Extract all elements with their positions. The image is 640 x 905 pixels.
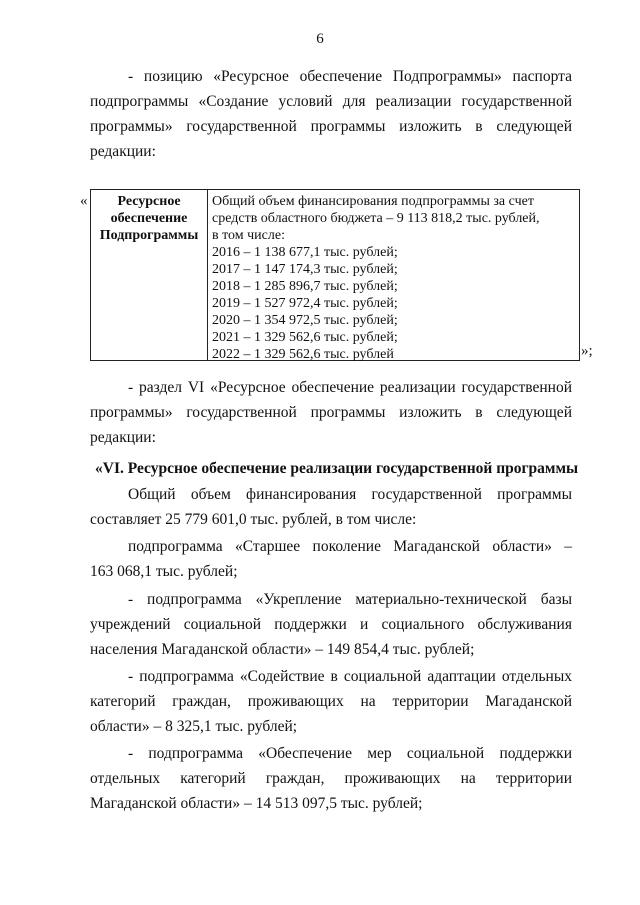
text-line: программы» государственной программы изложить в следующей bbox=[90, 118, 572, 135]
text-line: - раздел VI «Ресурсное обеспечение реализации государственной bbox=[128, 379, 572, 396]
table-value-cell bbox=[212, 193, 578, 363]
paragraph-total-funding bbox=[90, 482, 572, 532]
table-label-line: Ресурсное bbox=[117, 194, 181, 209]
paragraph-subprogram-social-support bbox=[90, 741, 572, 816]
table-value-line: 2017 – 1 147 174,3 тыс. рублей; bbox=[212, 262, 398, 277]
text-line: области» – 8 325,1 тыс. рублей; bbox=[90, 718, 298, 735]
resource-table bbox=[90, 189, 580, 361]
table-value-line: в том числе: bbox=[212, 228, 285, 243]
text-line: - подпрограмма «Укрепление материально-технической базы bbox=[128, 591, 572, 608]
text-line: редакции: bbox=[90, 429, 156, 446]
text-line: редакции: bbox=[90, 143, 156, 160]
text-line: 163 068,1 тыс. рублей; bbox=[90, 563, 238, 580]
table-value-line: 2021 – 1 329 562,6 тыс. рублей; bbox=[212, 330, 398, 345]
table-close-quote: »; bbox=[581, 343, 593, 359]
table-value-line: 2022 – 1 329 562,6 тыс. рублей bbox=[212, 347, 394, 362]
text-line: населения Магаданской области» – 149 854,4 тыс. рублей; bbox=[90, 641, 475, 658]
section-heading: «VI. Ресурсное обеспечение реализации государственной программы bbox=[95, 460, 579, 477]
text-line: - подпрограмма «Содействие в социальной адаптации отдельных bbox=[128, 668, 572, 685]
text-line: Магаданской области» – 14 513 097,5 тыс. рублей; bbox=[90, 795, 423, 812]
paragraph-subprogram-older bbox=[90, 534, 572, 584]
table-value-line: 2019 – 1 527 972,4 тыс. рублей; bbox=[212, 296, 398, 311]
text-line: программы» государственной программы изложить в следующей bbox=[90, 404, 572, 421]
table-label-line: Подпрограммы bbox=[99, 228, 199, 243]
table-label-cell bbox=[91, 190, 208, 360]
text-line: подпрограммы «Создание условий для реализации государственной bbox=[90, 93, 572, 110]
table-label-line: обеспечение bbox=[110, 211, 188, 226]
paragraph-resource-position bbox=[90, 64, 572, 164]
text-line: - позицию «Ресурсное обеспечение Подпрограммы» паспорта bbox=[128, 68, 572, 85]
text-line: составляет 25 779 601,0 тыс. рублей, в том числе: bbox=[90, 511, 417, 528]
text-line: подпрограмма «Старшее поколение Магаданской области» – bbox=[128, 538, 572, 555]
text-line: отдельных категорий граждан, проживающих на территории bbox=[90, 770, 572, 787]
paragraph-subprogram-material-base bbox=[90, 587, 572, 662]
page-number: 6 bbox=[316, 31, 324, 47]
table-value-line: Общий объем финансирования подпрограммы за счет bbox=[212, 194, 534, 209]
table-value-line: 2016 – 1 138 677,1 тыс. рублей; bbox=[212, 245, 398, 260]
table-value-line: средств областного бюджета – 9 113 818,2 тыс. рублей, bbox=[212, 211, 540, 226]
table-open-quote: « bbox=[80, 193, 88, 209]
text-line: - подпрограмма «Обеспечение мер социальной поддержки bbox=[128, 745, 572, 762]
text-line: учреждений социальной поддержки и социального обслуживания bbox=[90, 616, 572, 633]
paragraph-section-vi bbox=[90, 375, 572, 450]
text-line: Общий объем финансирования государственной программы bbox=[128, 486, 572, 503]
table-value-line: 2018 – 1 285 896,7 тыс. рублей; bbox=[212, 279, 398, 294]
paragraph-subprogram-adaptation bbox=[90, 664, 572, 739]
table-value-line: 2020 – 1 354 972,5 тыс. рублей; bbox=[212, 313, 398, 328]
text-line: категорий граждан, проживающих на территории Магаданской bbox=[90, 693, 572, 710]
